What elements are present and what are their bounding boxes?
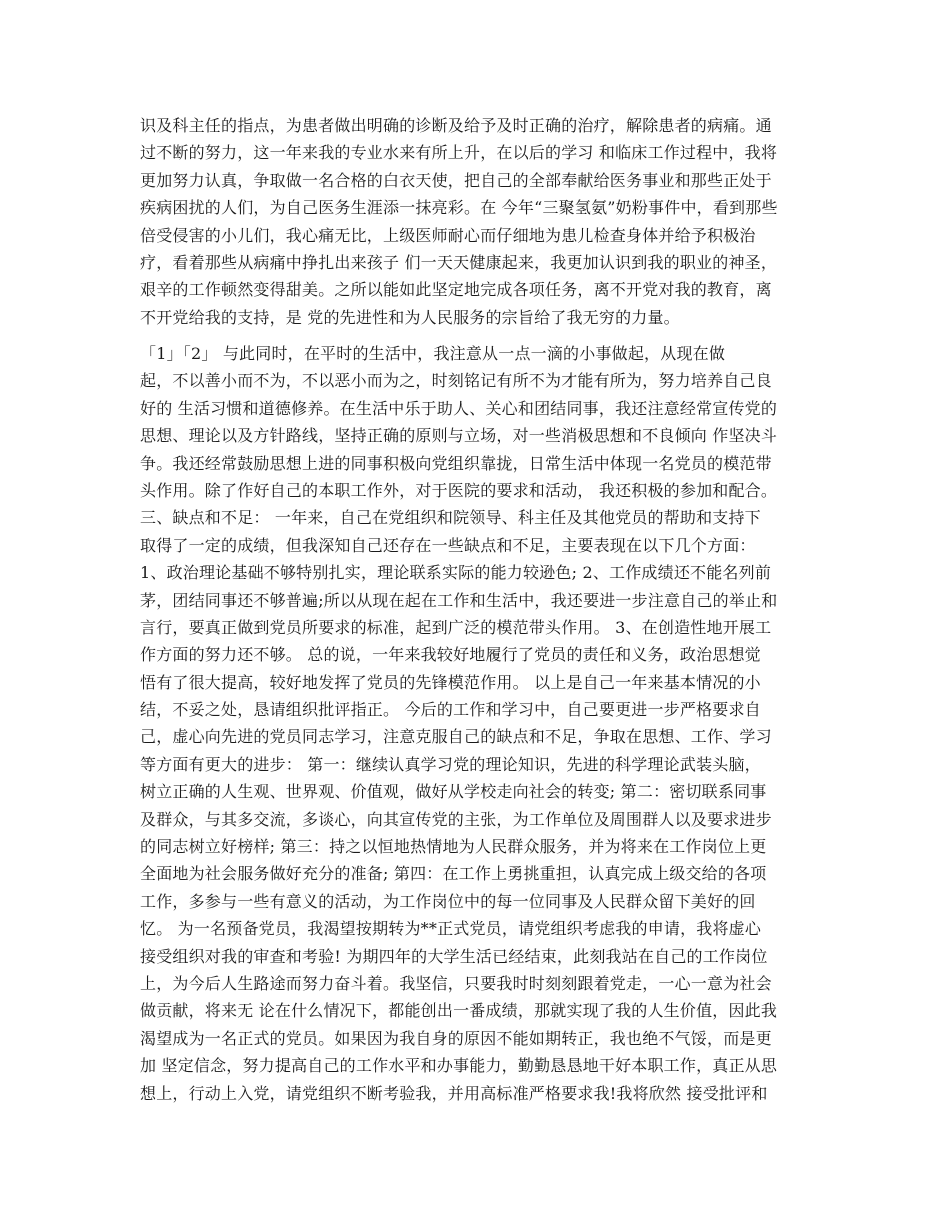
text-line: 做贡献，将来无 论在什么情况下，都能创出一番成绩，那就实现了我的人生价值，因此我 [140,1001,778,1021]
text-line: 言行，要真正做到党员所要求的标准，起到广泛的模范带头作用。 3、在创造性地开展工 [140,617,772,637]
text-line: 更加努力认真，争取做一名合格的白衣天使，把自己的全部奉献给医务事业和那些正处于 [140,170,772,190]
text-line: 1、政治理论基础不够特别扎实，理论联系实际的能力较逊色; 2、工作成绩还不能名列前 [140,563,772,583]
text-line: 想上，行动上入党，请党组织不断考验我，并用高标准严格要求我!我将欣然 接受批评和 [140,1083,768,1103]
text-line: 「1」「2」 与此同时，在平时的生活中，我注意从一点一滴的小事做起，从现在做 [140,344,726,363]
text-line: 结，不妥之处，恳请组织批评指正。 今后的工作和学习中，自己要更进一步严格要求自 [140,700,761,720]
text-line: 上，为今后人生路途而努力奋斗着。我坚信，只要我时时刻刻跟着党走，一心一意为社会 [140,973,772,993]
text-line: 及群众，与其多交流，多谈心，向其宣传党的主张，为工作单位及周围群人以及要求进步 [140,809,772,829]
text-line: 全面地为社会服务做好充分的准备; 第四：在工作上勇挑重担，认真完成上级交给的各项 [140,864,767,884]
text-line: 的同志树立好榜样; 第三：持之以恒地热情地为人民群众服务，并为将来在工作岗位上更 [140,837,767,857]
text-line: 争。我还经常鼓励思想上进的同事积极向党组织靠拢，日常生活中体现一名党员的模范带 [140,453,772,473]
text-line: 取得了一定的成绩，但我深知自己还存在一些缺点和不足，主要表现在以下几个方面： [140,535,756,555]
text-line: 过不断的努力，这一年来我的专业水来有所上升，在以后的学习 和临床工作过程中，我将 [140,143,778,163]
text-line: 头作用。除了作好自己的本职工作外，对于医院的要求和活动， 我还积极的参加和配合。 [140,480,778,500]
text-line: 渴望成为一名正式的党员。如果因为我自身的原因不能如期转正，我也绝不气馁，而是更 [140,1028,772,1048]
text-line: 树立正确的人生观、世界观、价值观，做好从学校走向社会的转变; 第二：密切联系同事 [140,782,767,802]
paragraph-1 [140,112,810,331]
text-line: 己，虚心向先进的党员同志学习，注意克服自己的缺点和不足，争取在思想、工作、学习 [140,727,772,747]
paragraph-2 [140,340,810,1107]
text-line: 茅，团结同事还不够普遍;所以从现在起在工作和生活中，我还要进一步注意自己的举止和 [140,590,778,610]
text-line: 三、缺点和不足： 一年来，自己在党组织和院领导、科主任及其他党员的帮助和支持下 [140,508,761,528]
text-line: 疗，看着那些从病痛中挣扎出来孩子 们一天天健康起来，我更加认识到我的职业的神圣， [140,252,778,272]
text-line: 加 坚定信念，努力提高自己的工作水平和办事能力，勤勤恳恳地干好本职工作，真正从思 [140,1056,778,1076]
text-line: 接受组织对我的审查和考验! 为期四年的大学生活已经结束，此刻我站在自己的工作岗位 [140,946,768,966]
text-line: 识及科主任的指点，为患者做出明确的诊断及给予及时正确的治疗，解除患者的病痛。通 [140,116,772,135]
text-line: 倍受侵害的小儿们，我心痛无比，上级医师耐心而仔细地为患儿检查身体并给予积极治 [140,225,756,245]
text-line: 工作，多参与一些有意义的活动，为工作岗位中的每一位同事及人民群众留下美好的回 [140,891,756,911]
text-line: 疾病困扰的人们，为自己医务生涯添一抹亮彩。在 今年“三聚氢氨”奶粉事件中，看到那些 [140,198,778,218]
text-line: 悟有了很大提高，较好地发挥了党员的先锋模范作用。 以上是自己一年来基本情况的小 [140,672,761,692]
text-line: 等方面有更大的进步： 第一：继续认真学习党的理论知识，先进的科学理论武装头脑， [140,754,761,774]
text-line: 不开党给我的支持，是 党的先进性和为人民服务的宗旨给了我无穷的力量。 [140,307,680,327]
text-line: 起，不以善小而不为，不以恶小而为之，时刻铭记有所不为才能有所为，努力培养自己良 [140,371,772,391]
text-line: 好的 生活习惯和道德修养。在生活中乐于助人、关心和团结同事，我还注意经常宣传党的 [140,398,778,418]
text-line: 作方面的努力还不够。 总的说，一年来我较好地履行了党员的责任和义务，政治思想觉 [140,645,761,665]
text-line: 思想、理论以及方针路线，坚持正确的原则与立场，对一些消极思想和不良倾向 作坚决斗 [140,426,778,446]
text-line: 艰辛的工作顿然变得甜美。之所以能如此坚定地完成各项任务，离不开党对我的教育，离 [140,280,772,300]
text-line: 忆。 为一名预备党员，我渴望按期转为**正式党员，请党组织考虑我的申请，我将虚心 [140,919,762,939]
